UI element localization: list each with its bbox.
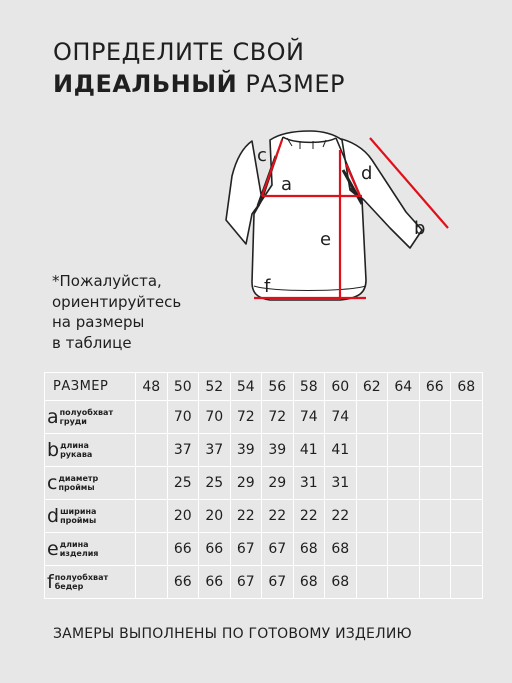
table-cell (420, 434, 452, 467)
title-rest-word: РАЗМЕР (245, 70, 345, 98)
table-cell: 20 (168, 500, 200, 533)
table-cell: 68 (325, 533, 357, 566)
table-cell: 66 (199, 566, 231, 599)
row-description (55, 573, 108, 591)
table-cell (388, 401, 420, 434)
table-row (44, 401, 483, 434)
table-cell: 31 (325, 467, 357, 500)
row-letter: b (47, 439, 60, 461)
table-cell: 72 (262, 401, 294, 434)
table-cell (357, 401, 389, 434)
table-cell: 74 (294, 401, 326, 434)
size-header-cell: 68 (451, 372, 483, 401)
table-cell (451, 401, 483, 434)
table-cell: 70 (168, 401, 200, 434)
table-cell (388, 533, 420, 566)
row-desc-line1: ширина (60, 507, 97, 516)
table-cell: 22 (231, 500, 263, 533)
table-cell (420, 533, 452, 566)
table-cell: 22 (262, 500, 294, 533)
table-cell (420, 566, 452, 599)
row-letter: a (47, 406, 59, 428)
note-text (52, 271, 181, 353)
table-cell: 39 (262, 434, 294, 467)
table-cell (357, 566, 389, 599)
size-header-cell: 52 (199, 372, 231, 401)
table-cell (136, 467, 168, 500)
row-label (44, 533, 136, 566)
row-desc-line2: проймы (58, 483, 95, 492)
table-cell: 67 (231, 566, 263, 599)
table-row (44, 566, 483, 599)
note-line: ориентируйтесь (52, 292, 182, 311)
table-cell (136, 434, 168, 467)
table-cell: 20 (199, 500, 231, 533)
table-cell: 68 (325, 566, 357, 599)
table-row (44, 434, 483, 467)
table-cell: 22 (294, 500, 326, 533)
row-desc-line2: изделия (59, 549, 99, 558)
row-label (44, 401, 136, 434)
table-cell: 25 (199, 467, 231, 500)
table-cell: 66 (168, 566, 200, 599)
row-letter: f (47, 571, 54, 593)
size-header-label: РАЗМЕР (44, 372, 136, 401)
row-description (60, 408, 113, 426)
size-header-cell: 50 (168, 372, 200, 401)
table-cell (136, 401, 168, 434)
table-row (44, 500, 483, 533)
table-cell: 67 (262, 533, 294, 566)
row-label (44, 434, 136, 467)
table-cell (388, 467, 420, 500)
row-label (44, 566, 136, 599)
row-description (60, 540, 99, 558)
table-cell (420, 401, 452, 434)
table-cell: 41 (294, 434, 326, 467)
footer-note: ЗАМЕРЫ ВЫПОЛНЕНЫ ПО ГОТОВОМУ ИЗДЕЛИЮ (53, 626, 412, 642)
table-cell: 31 (294, 467, 326, 500)
table-cell: 70 (199, 401, 231, 434)
table-cell (451, 500, 483, 533)
table-cell: 29 (231, 467, 263, 500)
table-row (44, 467, 483, 500)
table-row (44, 533, 483, 566)
row-letter: c (47, 472, 58, 494)
size-header-cell: 56 (262, 372, 294, 401)
row-desc-line1: длина (60, 441, 89, 450)
label-d: d (361, 163, 373, 184)
row-desc-line2: груди (59, 417, 87, 426)
row-label (44, 500, 136, 533)
size-header-cell: 64 (388, 372, 420, 401)
row-desc-line2: бедер (54, 582, 84, 591)
row-desc-line1: диаметр (58, 474, 99, 483)
size-header-cell: 62 (357, 372, 389, 401)
row-letter: d (47, 505, 60, 527)
table-cell (357, 500, 389, 533)
row-letter: e (47, 538, 59, 560)
row-description (58, 474, 98, 492)
table-cell (388, 434, 420, 467)
table-cell (451, 533, 483, 566)
title-line-1: ОПРЕДЕЛИТЕ СВОЙ (53, 38, 305, 66)
table-cell (388, 500, 420, 533)
table-cell (357, 533, 389, 566)
label-b: b (414, 218, 426, 239)
label-c: c (257, 145, 267, 166)
row-description (60, 441, 92, 459)
size-header-cell: 58 (294, 372, 326, 401)
label-a: a (281, 174, 293, 195)
note-line: в таблице (52, 333, 132, 352)
table-cell: 39 (231, 434, 263, 467)
table-header-row (44, 372, 483, 401)
row-desc-line1: длина (59, 540, 89, 549)
table-cell: 74 (325, 401, 357, 434)
size-header-cell: 54 (231, 372, 263, 401)
size-table (44, 372, 483, 599)
table-cell (357, 434, 389, 467)
table-cell: 37 (168, 434, 200, 467)
row-desc-line2: проймы (60, 516, 97, 525)
table-cell (136, 566, 168, 599)
table-cell: 67 (231, 533, 263, 566)
table-cell: 66 (168, 533, 200, 566)
note-line: на размеры (52, 313, 145, 331)
table-cell (420, 500, 452, 533)
table-cell: 29 (262, 467, 294, 500)
row-desc-line2: рукава (60, 450, 93, 459)
table-cell (136, 533, 168, 566)
row-desc-line1: полуобхват (54, 573, 109, 582)
table-cell: 25 (168, 467, 200, 500)
table-cell: 67 (262, 566, 294, 599)
size-header-cell: 48 (136, 372, 168, 401)
note-line: *Пожалуйста, (52, 272, 162, 290)
table-cell (451, 566, 483, 599)
size-header-cell: 60 (325, 372, 357, 401)
table-cell: 68 (294, 533, 326, 566)
row-description (60, 507, 96, 525)
table-cell (420, 467, 452, 500)
table-cell: 37 (199, 434, 231, 467)
table-cell: 41 (325, 434, 357, 467)
table-cell: 22 (325, 500, 357, 533)
table-cell: 68 (294, 566, 326, 599)
table-cell (388, 566, 420, 599)
label-e: e (320, 229, 332, 250)
table-cell (451, 434, 483, 467)
table-cell: 66 (199, 533, 231, 566)
size-header-cell: 66 (420, 372, 452, 401)
label-f: f (264, 276, 271, 297)
table-cell: 72 (231, 401, 263, 434)
row-desc-line1: полуобхват (59, 408, 114, 417)
table-cell (136, 500, 168, 533)
title-bold-word: ИДЕАЛЬНЫЙ (53, 70, 238, 98)
row-label (44, 467, 136, 500)
table-cell (357, 467, 389, 500)
table-cell (451, 467, 483, 500)
